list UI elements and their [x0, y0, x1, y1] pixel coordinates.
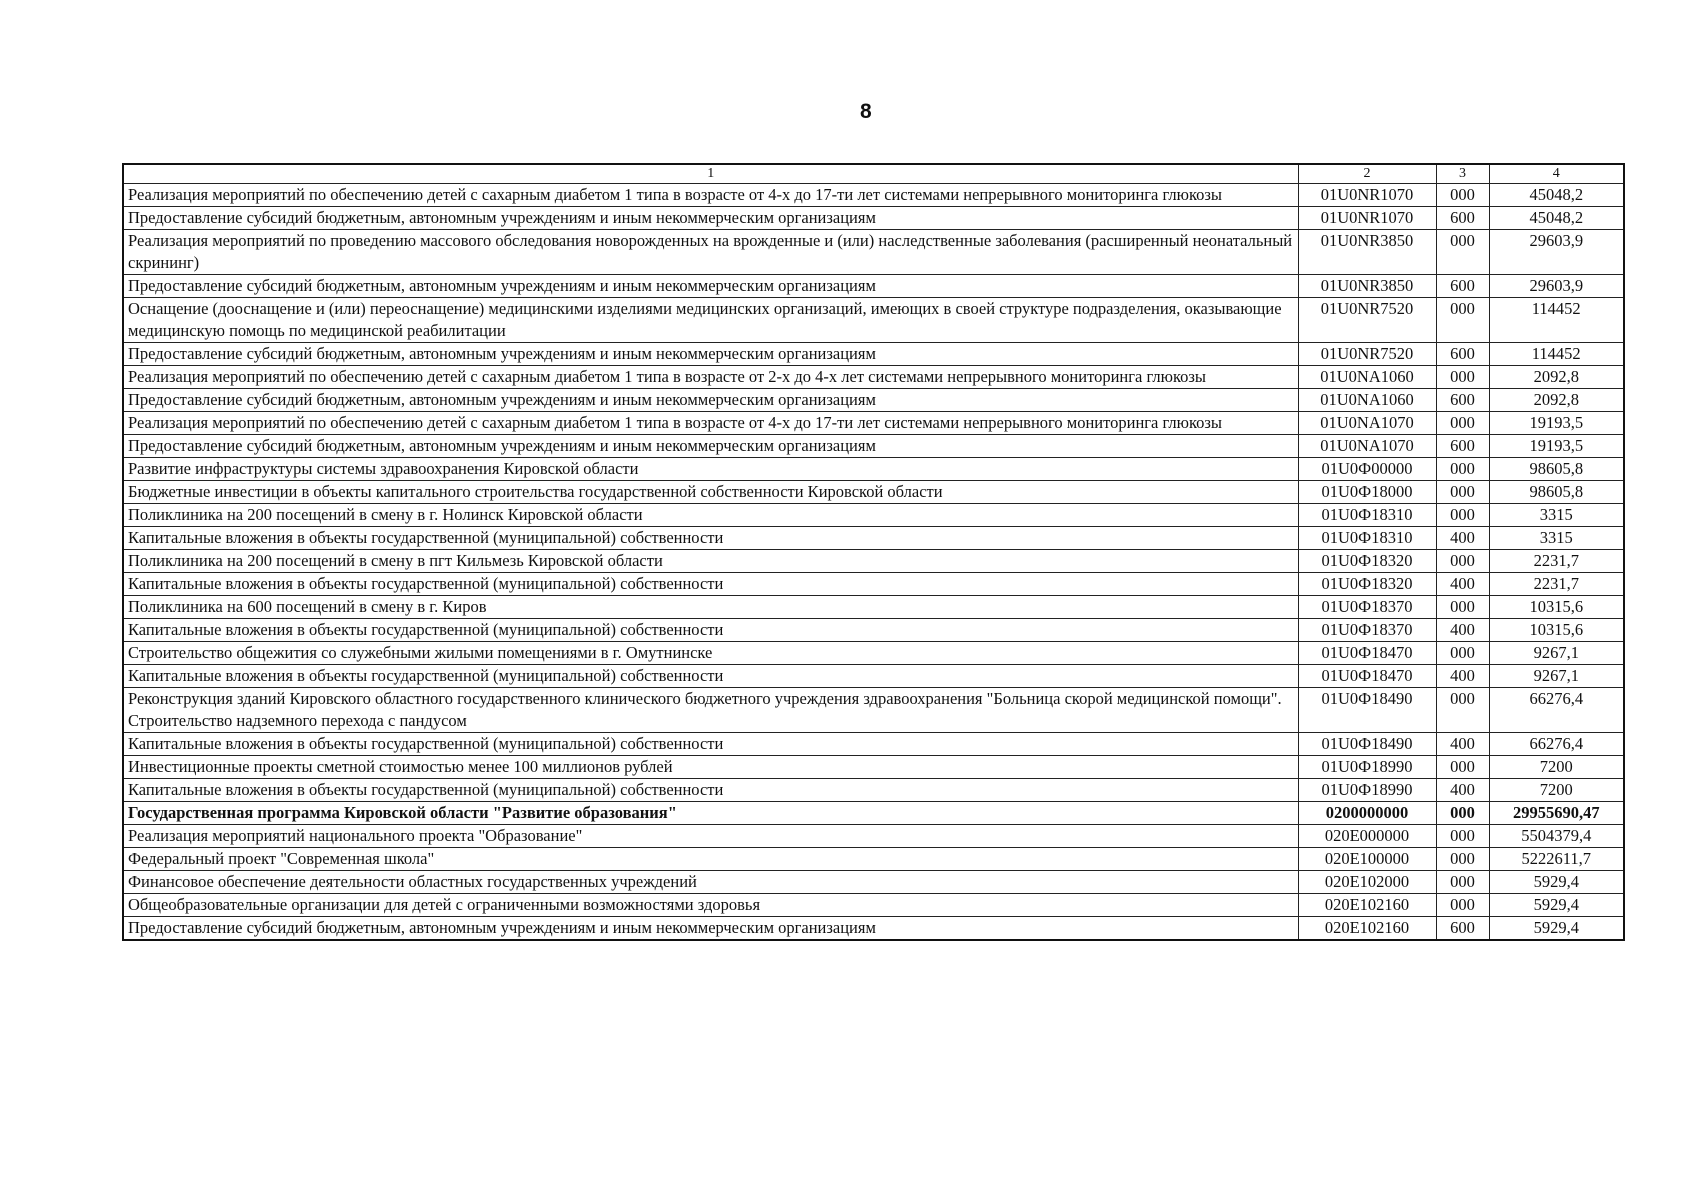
expense-type-cell: 000 — [1436, 596, 1489, 619]
amount-cell: 45048,2 — [1489, 207, 1624, 230]
target-code-cell: 01U0Ф18470 — [1298, 665, 1436, 688]
table-row — [123, 802, 1624, 825]
amount-cell: 98605,8 — [1489, 458, 1624, 481]
expense-type-cell: 000 — [1436, 366, 1489, 389]
expense-name-cell: Поликлиника на 200 посещений в смену в г. Нолинск Кировской области — [123, 504, 1298, 527]
table-row — [123, 207, 1624, 230]
table-row — [123, 665, 1624, 688]
expense-type-cell: 000 — [1436, 825, 1489, 848]
expense-type-cell: 000 — [1436, 504, 1489, 527]
table-row — [123, 642, 1624, 665]
amount-cell: 29603,9 — [1489, 230, 1624, 275]
expense-type-cell: 000 — [1436, 481, 1489, 504]
amount-cell: 66276,4 — [1489, 688, 1624, 733]
expense-type-cell: 600 — [1436, 343, 1489, 366]
expense-type-cell: 000 — [1436, 458, 1489, 481]
table-row — [123, 389, 1624, 412]
table-row — [123, 779, 1624, 802]
expense-name-cell: Реконструкция зданий Кировского областного государственного клинического бюджетного учреждения здравоохранения "Больница скорой медицинской помощи". Строительство надземного перехода с пандусом — [123, 688, 1298, 733]
target-code-cell: 01U0NA1070 — [1298, 412, 1436, 435]
expense-name-cell: Предоставление субсидий бюджетным, автономным учреждениям и иным некоммерческим организациям — [123, 275, 1298, 298]
target-code-cell: 01U0NA1060 — [1298, 389, 1436, 412]
target-code-cell: 01U0Ф18320 — [1298, 573, 1436, 596]
budget-table — [122, 163, 1625, 941]
expense-name-cell: Поликлиника на 600 посещений в смену в г. Киров — [123, 596, 1298, 619]
expense-name-cell: Бюджетные инвестиции в объекты капитального строительства государственной собственности Кировской области — [123, 481, 1298, 504]
expense-name-cell: Капитальные вложения в объекты государственной (муниципальной) собственности — [123, 619, 1298, 642]
table-row — [123, 871, 1624, 894]
expense-type-cell: 400 — [1436, 527, 1489, 550]
amount-cell: 9267,1 — [1489, 665, 1624, 688]
target-code-cell: 020E102000 — [1298, 871, 1436, 894]
table-row — [123, 184, 1624, 207]
expense-type-cell: 000 — [1436, 298, 1489, 343]
target-code-cell: 01U0Ф18990 — [1298, 779, 1436, 802]
expense-type-cell: 000 — [1436, 894, 1489, 917]
expense-name-cell: Реализация мероприятий национального проекта "Образование" — [123, 825, 1298, 848]
target-code-cell: 020E102160 — [1298, 917, 1436, 941]
table-row — [123, 230, 1624, 275]
table-row — [123, 756, 1624, 779]
expense-type-cell: 000 — [1436, 756, 1489, 779]
table-row — [123, 596, 1624, 619]
expense-name-cell: Финансовое обеспечение деятельности областных государственных учреждений — [123, 871, 1298, 894]
target-code-cell: 01U0Ф18490 — [1298, 733, 1436, 756]
table-row — [123, 733, 1624, 756]
amount-cell: 114452 — [1489, 343, 1624, 366]
table-row — [123, 343, 1624, 366]
table-row — [123, 573, 1624, 596]
expense-type-cell: 000 — [1436, 412, 1489, 435]
target-code-cell: 01U0Ф18000 — [1298, 481, 1436, 504]
expense-name-cell: Предоставление субсидий бюджетным, автономным учреждениям и иным некоммерческим организациям — [123, 343, 1298, 366]
expense-type-cell: 000 — [1436, 802, 1489, 825]
expense-type-cell: 600 — [1436, 207, 1489, 230]
table-body — [123, 184, 1624, 941]
amount-cell: 98605,8 — [1489, 481, 1624, 504]
target-code-cell: 01U0NR1070 — [1298, 184, 1436, 207]
amount-cell: 29955690,47 — [1489, 802, 1624, 825]
table-row — [123, 366, 1624, 389]
amount-cell: 45048,2 — [1489, 184, 1624, 207]
amount-cell: 5929,4 — [1489, 894, 1624, 917]
target-code-cell: 0200000000 — [1298, 802, 1436, 825]
header-col-1: 1 — [123, 164, 1298, 184]
amount-cell: 5929,4 — [1489, 917, 1624, 941]
table-row — [123, 825, 1624, 848]
target-code-cell: 01U0Ф18370 — [1298, 596, 1436, 619]
amount-cell: 2231,7 — [1489, 573, 1624, 596]
table-row — [123, 688, 1624, 733]
expense-type-cell: 600 — [1436, 275, 1489, 298]
header-col-2: 2 — [1298, 164, 1436, 184]
expense-name-cell: Инвестиционные проекты сметной стоимостью менее 100 миллионов рублей — [123, 756, 1298, 779]
expense-type-cell: 000 — [1436, 871, 1489, 894]
expense-type-cell: 000 — [1436, 184, 1489, 207]
amount-cell: 5929,4 — [1489, 871, 1624, 894]
amount-cell: 3315 — [1489, 504, 1624, 527]
expense-name-cell: Реализация мероприятий по обеспечению детей с сахарным диабетом 1 типа в возрасте от 4-х до 17-ти лет системами непрерывного мониторинга глюкозы — [123, 412, 1298, 435]
target-code-cell: 01U0Ф18310 — [1298, 504, 1436, 527]
table-row — [123, 894, 1624, 917]
target-code-cell: 01U0NA1060 — [1298, 366, 1436, 389]
expense-name-cell: Капитальные вложения в объекты государственной (муниципальной) собственности — [123, 733, 1298, 756]
expense-type-cell: 000 — [1436, 642, 1489, 665]
table-row — [123, 458, 1624, 481]
header-col-3: 3 — [1436, 164, 1489, 184]
expense-type-cell: 400 — [1436, 733, 1489, 756]
expense-name-cell: Поликлиника на 200 посещений в смену в пгт Кильмезь Кировской области — [123, 550, 1298, 573]
expense-name-cell: Капитальные вложения в объекты государственной (муниципальной) собственности — [123, 527, 1298, 550]
expense-name-cell: Оснащение (дооснащение и (или) переоснащение) медицинскими изделиями медицинских организаций, имеющих в своей структуре подразделения, оказывающие медицинскую помощь по медицинской реабилитации — [123, 298, 1298, 343]
target-code-cell: 01U0Ф18310 — [1298, 527, 1436, 550]
expense-type-cell: 600 — [1436, 917, 1489, 941]
expense-name-cell: Реализация мероприятий по проведению массового обследования новорожденных на врожденные и (или) наследственные заболевания (расширенный неонатальный скрининг) — [123, 230, 1298, 275]
target-code-cell: 020E100000 — [1298, 848, 1436, 871]
expense-name-cell: Развитие инфраструктуры системы здравоохранения Кировской области — [123, 458, 1298, 481]
target-code-cell: 01U0Ф18490 — [1298, 688, 1436, 733]
expense-type-cell: 600 — [1436, 389, 1489, 412]
expense-type-cell: 400 — [1436, 779, 1489, 802]
amount-cell: 10315,6 — [1489, 596, 1624, 619]
expense-name-cell: Капитальные вложения в объекты государственной (муниципальной) собственности — [123, 779, 1298, 802]
expense-type-cell: 000 — [1436, 688, 1489, 733]
expense-name-cell: Строительство общежития со служебными жилыми помещениями в г. Омутнинске — [123, 642, 1298, 665]
table-row — [123, 527, 1624, 550]
target-code-cell: 01U0NR7520 — [1298, 298, 1436, 343]
table-row — [123, 298, 1624, 343]
table-row — [123, 619, 1624, 642]
expense-type-cell: 000 — [1436, 230, 1489, 275]
header-col-4: 4 — [1489, 164, 1624, 184]
target-code-cell: 01U0NA1070 — [1298, 435, 1436, 458]
amount-cell: 2092,8 — [1489, 366, 1624, 389]
expense-type-cell: 000 — [1436, 550, 1489, 573]
expense-type-cell: 400 — [1436, 573, 1489, 596]
amount-cell: 7200 — [1489, 779, 1624, 802]
amount-cell: 5504379,4 — [1489, 825, 1624, 848]
target-code-cell: 01U0Ф18990 — [1298, 756, 1436, 779]
header-row — [123, 164, 1624, 184]
table-row — [123, 481, 1624, 504]
page-number: 8 — [860, 100, 872, 123]
expense-type-cell: 400 — [1436, 619, 1489, 642]
expense-name-cell: Капитальные вложения в объекты государственной (муниципальной) собственности — [123, 665, 1298, 688]
expense-name-cell: Предоставление субсидий бюджетным, автономным учреждениям и иным некоммерческим организациям — [123, 207, 1298, 230]
expense-name-cell: Предоставление субсидий бюджетным, автономным учреждениям и иным некоммерческим организациям — [123, 435, 1298, 458]
amount-cell: 10315,6 — [1489, 619, 1624, 642]
expense-type-cell: 400 — [1436, 665, 1489, 688]
amount-cell: 19193,5 — [1489, 412, 1624, 435]
expense-type-cell: 000 — [1436, 848, 1489, 871]
amount-cell: 9267,1 — [1489, 642, 1624, 665]
expense-name-cell: Государственная программа Кировской области "Развитие образования" — [123, 802, 1298, 825]
table-row — [123, 412, 1624, 435]
target-code-cell: 01U0NR3850 — [1298, 275, 1436, 298]
expense-name-cell: Капитальные вложения в объекты государственной (муниципальной) собственности — [123, 573, 1298, 596]
target-code-cell: 01U0Ф18370 — [1298, 619, 1436, 642]
amount-cell: 5222611,7 — [1489, 848, 1624, 871]
table-row — [123, 550, 1624, 573]
expense-name-cell: Реализация мероприятий по обеспечению детей с сахарным диабетом 1 типа в возрасте от 4-х до 17-ти лет системами непрерывного мониторинга глюкозы — [123, 184, 1298, 207]
table-row — [123, 435, 1624, 458]
target-code-cell: 01U0Ф00000 — [1298, 458, 1436, 481]
target-code-cell: 01U0NR7520 — [1298, 343, 1436, 366]
amount-cell: 19193,5 — [1489, 435, 1624, 458]
expense-name-cell: Федеральный проект "Современная школа" — [123, 848, 1298, 871]
target-code-cell: 020E102160 — [1298, 894, 1436, 917]
amount-cell: 3315 — [1489, 527, 1624, 550]
target-code-cell: 01U0NR3850 — [1298, 230, 1436, 275]
amount-cell: 66276,4 — [1489, 733, 1624, 756]
amount-cell: 7200 — [1489, 756, 1624, 779]
amount-cell: 2231,7 — [1489, 550, 1624, 573]
table-row — [123, 917, 1624, 941]
target-code-cell: 020E000000 — [1298, 825, 1436, 848]
target-code-cell: 01U0NR1070 — [1298, 207, 1436, 230]
expense-name-cell: Общеобразовательные организации для детей с ограниченными возможностями здоровья — [123, 894, 1298, 917]
table-header — [123, 164, 1624, 184]
expense-name-cell: Реализация мероприятий по обеспечению детей с сахарным диабетом 1 типа в возрасте от 2-х до 4-х лет системами непрерывного мониторинга глюкозы — [123, 366, 1298, 389]
target-code-cell: 01U0Ф18320 — [1298, 550, 1436, 573]
target-code-cell: 01U0Ф18470 — [1298, 642, 1436, 665]
amount-cell: 114452 — [1489, 298, 1624, 343]
table-row — [123, 275, 1624, 298]
table-row — [123, 504, 1624, 527]
amount-cell: 29603,9 — [1489, 275, 1624, 298]
expense-type-cell: 600 — [1436, 435, 1489, 458]
amount-cell: 2092,8 — [1489, 389, 1624, 412]
expense-name-cell: Предоставление субсидий бюджетным, автономным учреждениям и иным некоммерческим организациям — [123, 917, 1298, 941]
table-row — [123, 848, 1624, 871]
expense-name-cell: Предоставление субсидий бюджетным, автономным учреждениям и иным некоммерческим организациям — [123, 389, 1298, 412]
